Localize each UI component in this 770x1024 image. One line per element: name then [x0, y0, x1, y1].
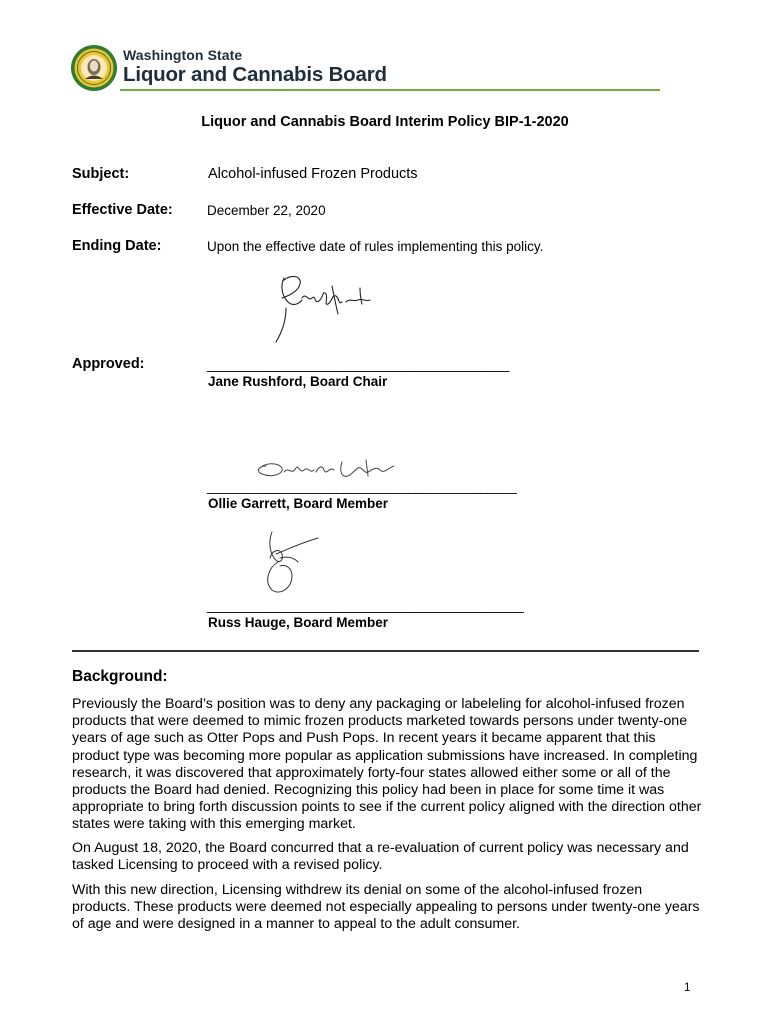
background-paragraph-3: With this new direction, Licensing withdrew its denial on some of the alcohol-infused frozen products. These products were deemed not especially appealing to persons under twenty-one years of age and were designed in a manner to appeal to the adult consumer.	[72, 882, 700, 933]
ending-date-value: Upon the effective date of rules implementing this policy.	[207, 239, 544, 254]
org-name-line1: Washington State	[123, 47, 243, 63]
page-number: 1	[684, 982, 691, 994]
effective-date-value: December 22, 2020	[207, 203, 326, 218]
handwritten-signature-1	[262, 272, 382, 350]
signer-name-1: Jane Rushford, Board Chair	[208, 374, 388, 389]
document-title: Liquor and Cannabis Board Interim Policy BIP-1-2020	[201, 114, 569, 130]
subject-label: Subject:	[72, 166, 130, 182]
signature-line-1: __________________________________________	[207, 356, 509, 372]
section-divider	[72, 650, 699, 652]
subject-value: Alcohol-infused Frozen Products	[208, 166, 418, 182]
background-paragraph-1: Previously the Board’s position was to deny any packaging or labeleling for alcohol-infused frozen products that were deemed to mimic frozen products marketed towards persons under twenty-one years of age such as Otter Pops and Push Pops. In recent years it became apparent that this product type was becoming more popular as application submissions have increased. In completing research, it was discovered that approximately forty-four states allowed either some or all of the products the Board had denied. Recognizing this policy had been in place for some time it was appropriate to bring forth discussion points to see if the current policy aligned with the direction other states were taking with this emerging market.	[72, 696, 702, 833]
handwritten-signature-3	[258, 528, 324, 596]
background-heading: Background:	[72, 668, 168, 685]
washington-state-seal-icon	[70, 44, 118, 92]
signer-name-2: Ollie Garrett, Board Member	[208, 496, 389, 511]
header-divider	[120, 89, 660, 91]
ending-date-label: Ending Date:	[72, 238, 162, 254]
effective-date-label: Effective Date:	[72, 202, 173, 218]
approved-label: Approved:	[72, 356, 145, 372]
signature-line-2: ___________________________________________	[207, 478, 517, 494]
signer-name-3: Russ Hauge, Board Member	[208, 615, 389, 630]
signature-line-3: ____________________________________________	[207, 597, 524, 613]
org-name-line2: Liquor and Cannabis Board	[123, 63, 387, 86]
background-paragraph-2: On August 18, 2020, the Board concurred that a re-evaluation of current policy was necessary and tasked Licensing to proceed with a revised policy.	[72, 840, 689, 874]
